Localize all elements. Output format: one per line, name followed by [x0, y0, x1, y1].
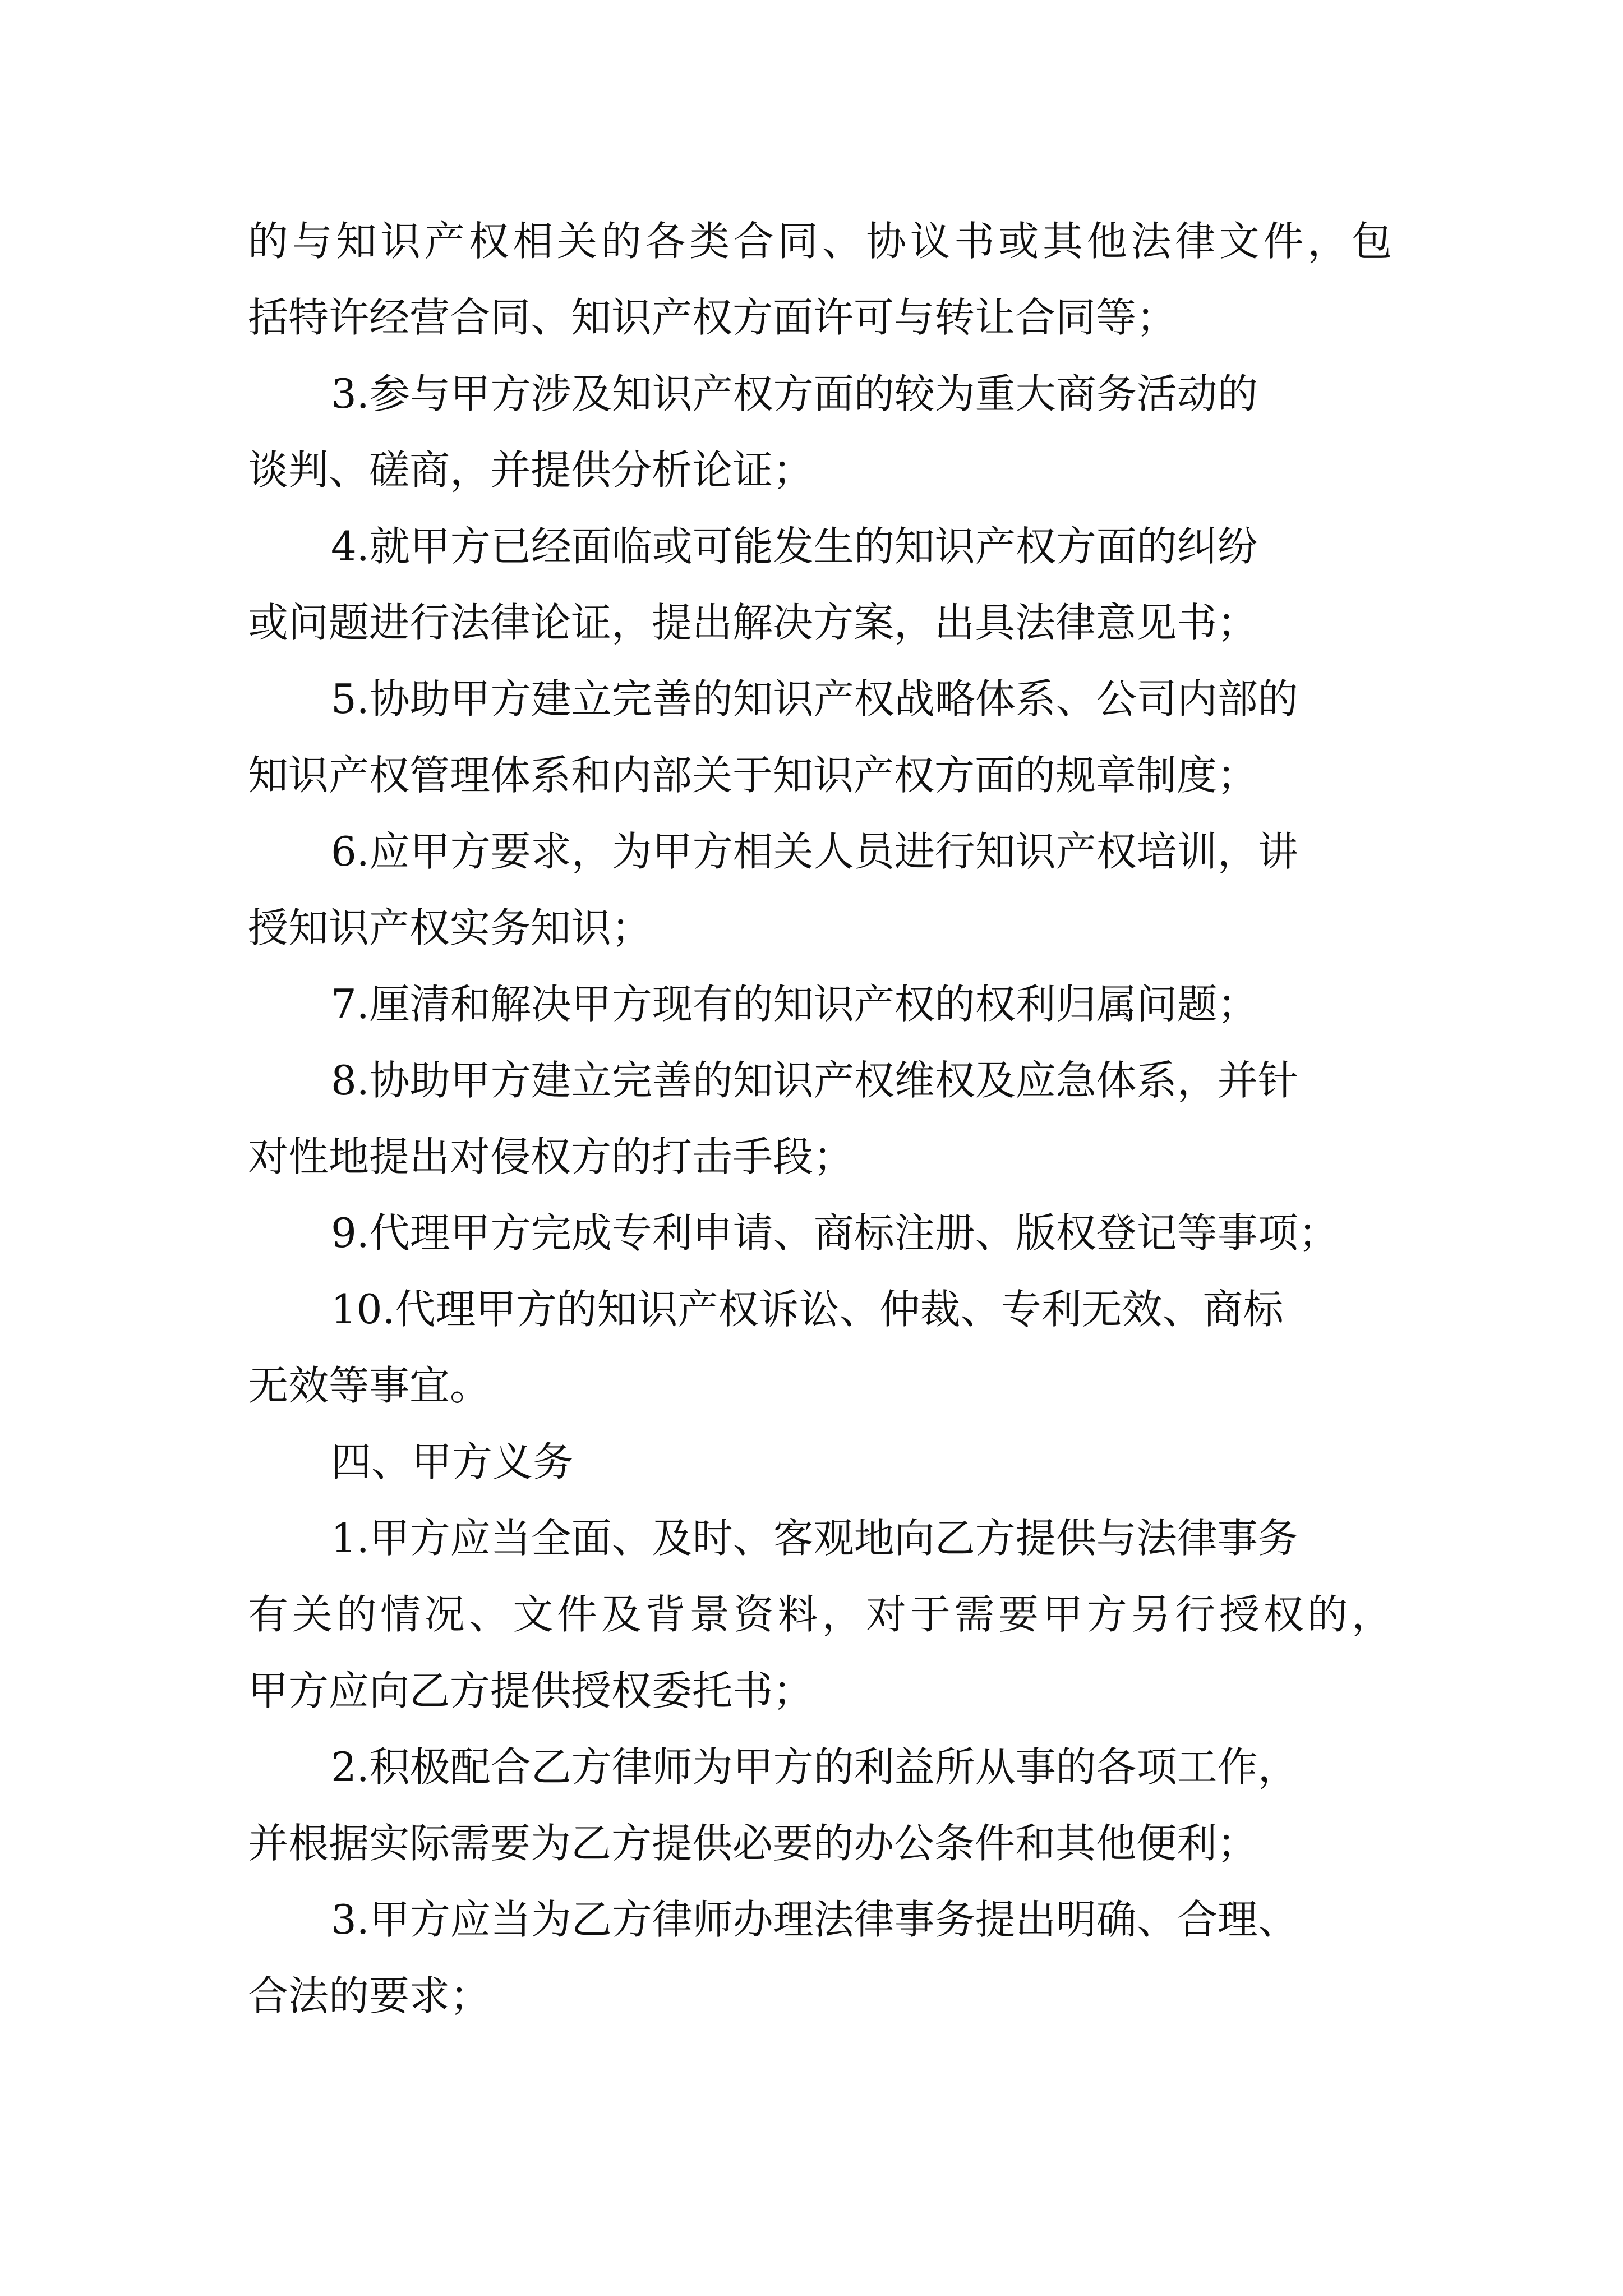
text-line: 9.代理甲方完成专利申请、商标注册、版权登记等事项； — [331, 1209, 1339, 1257]
text-line: 甲方应向乙方提供授权委托书； — [248, 1667, 814, 1714]
text-line: 10.代理甲方的知识产权诉讼、仲裁、专利无效、商标 — [331, 1286, 1284, 1333]
text-line: 5.协助甲方建立完善的知识产权战略体系、公司内部的 — [331, 675, 1298, 723]
text-line: 合法的要求； — [248, 1972, 491, 2019]
text-line: 括特许经营合同、知识产权方面许可与转让合同等； — [248, 294, 1177, 341]
text-line: 或问题进行法律论证，提出解决方案，出具法律意见书； — [248, 599, 1258, 646]
text-line: 8.协助甲方建立完善的知识产权维权及应急体系，并针 — [331, 1057, 1298, 1104]
text-line: 知识产权管理体系和内部关于知识产权方面的规章制度； — [248, 752, 1258, 799]
text-line: 1.甲方应当全面、及时、客观地向乙方提供与法律事务 — [331, 1515, 1298, 1562]
section-heading: 四、甲方义务 — [331, 1438, 574, 1485]
text-line: 6.应甲方要求，为甲方相关人员进行知识产权培训，讲 — [331, 828, 1298, 875]
text-line: 对性地提出对侵权方的打击手段； — [248, 1133, 854, 1180]
text-line: 无效等事宜。 — [248, 1362, 491, 1409]
text-line: 2.积极配合乙方律师为甲方的利益所从事的各项工作， — [331, 1743, 1298, 1791]
text-line: 3.甲方应当为乙方律师办理法律事务提出明确、合理、 — [331, 1896, 1298, 1943]
text-line: 4.就甲方已经面临或可能发生的知识产权方面的纠纷 — [331, 523, 1258, 570]
text-line: 7.厘清和解决甲方现有的知识产权的权利归属问题； — [331, 981, 1258, 1028]
text-line: 并根据实际需要为乙方提供必要的办公条件和其他便利； — [248, 1820, 1258, 1867]
text-line: 的与知识产权相关的各类合同、协议书或其他法律文件，包 — [248, 218, 1392, 265]
text-line: 授知识产权实务知识； — [248, 904, 652, 951]
text-line: 有关的情况、文件及背景资料，对于需要甲方另行授权的， — [248, 1591, 1392, 1638]
text-line: 谈判、磋商，并提供分析论证； — [248, 447, 814, 494]
text-line: 3.参与甲方涉及知识产权方面的较为重大商务活动的 — [331, 370, 1258, 417]
